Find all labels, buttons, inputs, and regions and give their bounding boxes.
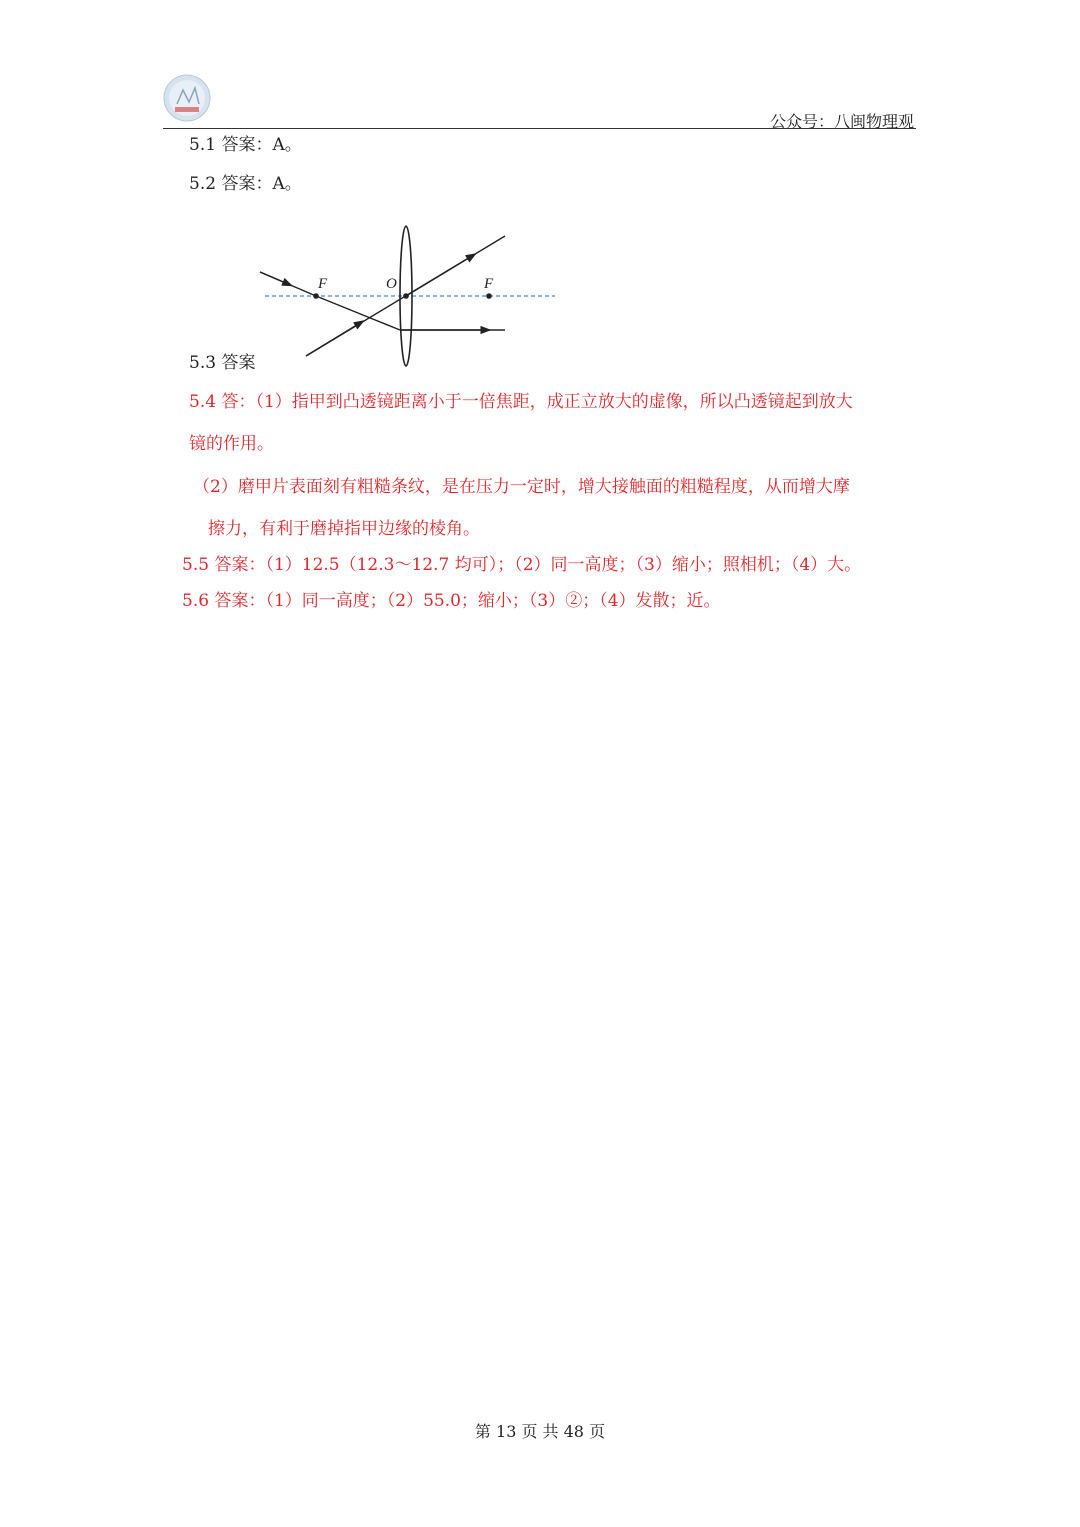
answer-5-5: 5.5 答案：（1）12.5（12.3～12.7 均可）；（2）同一高度；（3）缩小；照相机；（4）大。 bbox=[182, 555, 862, 575]
answer-5-3: 5.3 答案 bbox=[189, 353, 256, 373]
label-f-right: F bbox=[484, 276, 494, 292]
answer-5-4-line-1: 5.4 答：（1）指甲到凸透镜距离小于一倍焦距，成正立放大的虚像，所以凸透镜起到放大 bbox=[189, 392, 853, 412]
answer-5-6: 5.6 答案：（1）同一高度；（2）55.0；缩小；（3）②；（4）发散；近。 bbox=[182, 591, 721, 611]
optical-center-point bbox=[403, 293, 409, 299]
focus-point-right bbox=[486, 293, 492, 299]
answer-5-4-line-3: （2）磨甲片表面刻有粗糙条纹，是在压力一定时，增大接触面的粗糙程度，从而增大摩 bbox=[193, 477, 850, 497]
header-divider bbox=[163, 128, 916, 129]
header-title: 公众号：八闽物理观 bbox=[769, 112, 914, 131]
page-number: 第 13 页 共 48 页 bbox=[474, 1422, 606, 1441]
answer-5-4-line-2: 镜的作用。 bbox=[189, 434, 274, 454]
focus-point-left bbox=[313, 293, 319, 299]
label-o: O bbox=[386, 276, 397, 292]
logo-image bbox=[163, 74, 211, 122]
answer-5-1: 5.1 答案：A。 bbox=[189, 135, 302, 155]
answer-5-2: 5.2 答案：A。 bbox=[189, 174, 302, 194]
convex-lens-ray-diagram bbox=[250, 220, 570, 380]
label-f-left: F bbox=[318, 276, 328, 292]
answer-5-4-line-4: 擦力，有利于磨掉指甲边缘的棱角。 bbox=[208, 519, 480, 539]
